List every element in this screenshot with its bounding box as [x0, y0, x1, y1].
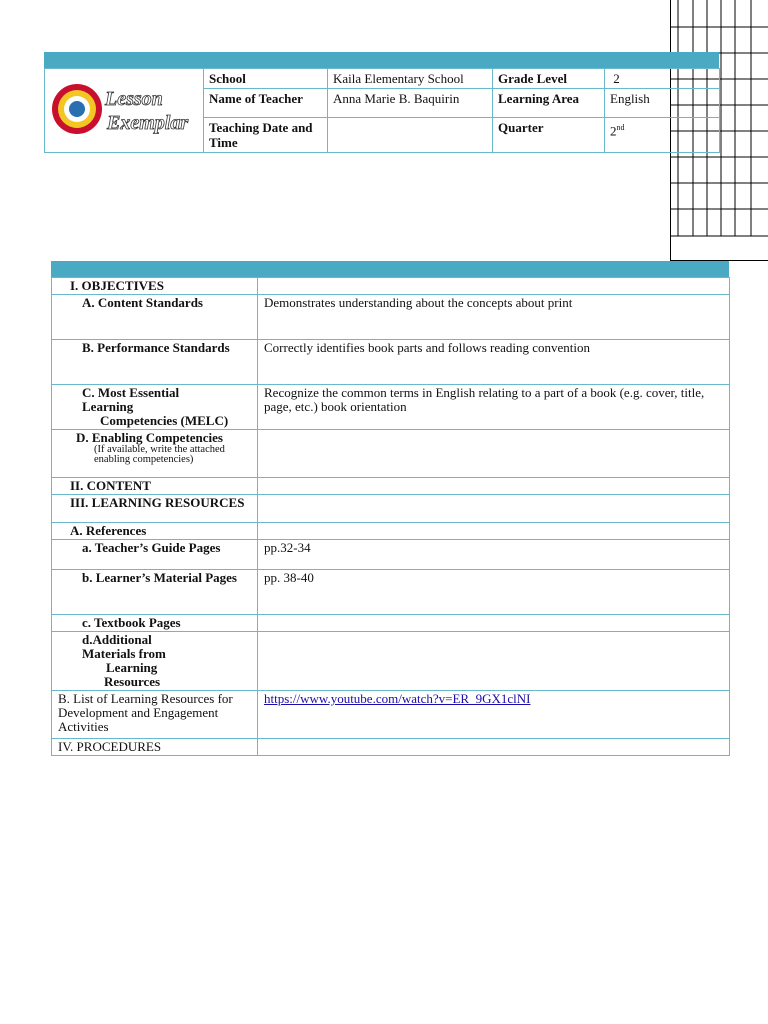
references-label: A. References — [52, 523, 258, 540]
content-standards-label: A. Content Standards — [52, 295, 258, 340]
lesson-plan-table — [51, 261, 729, 756]
teacher-label: Name of Teacher — [204, 89, 328, 118]
performance-standards-value: Correctly identifies book parts and follows reading convention — [258, 340, 730, 385]
content-heading: II. CONTENT — [52, 478, 258, 495]
grade-level-value: 2 — [605, 69, 720, 89]
teaching-date-label: Teaching Date and Time — [204, 118, 328, 153]
melc-label: C. Most Essential Learning Competencies (MELC) — [52, 385, 258, 430]
learners-material-label: b. Learner’s Material Pages — [52, 570, 258, 615]
school-value: Kaila Elementary School — [328, 69, 493, 89]
teaching-date-value — [328, 118, 493, 153]
enabling-competencies-value — [258, 430, 730, 478]
header-bar — [44, 52, 719, 68]
lesson-header — [44, 52, 719, 153]
quarter-value: 2nd — [605, 118, 720, 153]
school-label: School — [204, 69, 328, 89]
procedures-heading: IV. PROCEDURES — [52, 739, 258, 756]
objectives-heading: I. OBJECTIVES — [52, 278, 258, 295]
learners-material-value: pp. 38-40 — [258, 570, 730, 615]
learning-resources-heading: III. LEARNING RESOURCES — [52, 495, 258, 523]
enabling-competencies-label: D. Enabling Competencies (If available, write the attached enabling competencies) — [52, 430, 258, 478]
youtube-link[interactable]: https://www.youtube.com/watch?v=ER_9GX1clNI — [264, 691, 531, 706]
list-resources-label: B. List of Learning Resources for Development and Engagement Activities — [52, 691, 258, 739]
content-standards-value: Demonstrates understanding about the concepts about print — [258, 295, 730, 340]
quarter-label: Quarter — [493, 118, 605, 153]
teachers-guide-value: pp.32-34 — [258, 540, 730, 570]
plan-bar — [51, 261, 729, 277]
svg-text:Lesson: Lesson — [105, 88, 163, 110]
learning-area-label: Learning Area — [493, 89, 605, 118]
svg-text:Exemplar: Exemplar — [107, 112, 189, 134]
additional-materials-label: d.Additional Materials from Learning Resources — [52, 632, 258, 691]
textbook-pages-label: c. Textbook Pages — [52, 615, 258, 632]
header-table — [44, 68, 720, 153]
grade-level-label: Grade Level — [493, 69, 605, 89]
logo-cell — [45, 69, 204, 153]
teacher-value: Anna Marie B. Baquirin — [328, 89, 493, 118]
list-resources-value — [258, 691, 730, 739]
melc-value: Recognize the common terms in English relating to a part of a book (e.g. cover, title, page, etc.) book orientation — [258, 385, 730, 430]
learning-area-value: English — [605, 89, 720, 118]
teachers-guide-label: a. Teacher’s Guide Pages — [52, 540, 258, 570]
enabling-note: (If available, write the attached enabling competencies) — [94, 444, 225, 465]
performance-standards-label: B. Performance Standards — [52, 340, 258, 385]
lesson-exemplar-logo — [45, 69, 203, 149]
